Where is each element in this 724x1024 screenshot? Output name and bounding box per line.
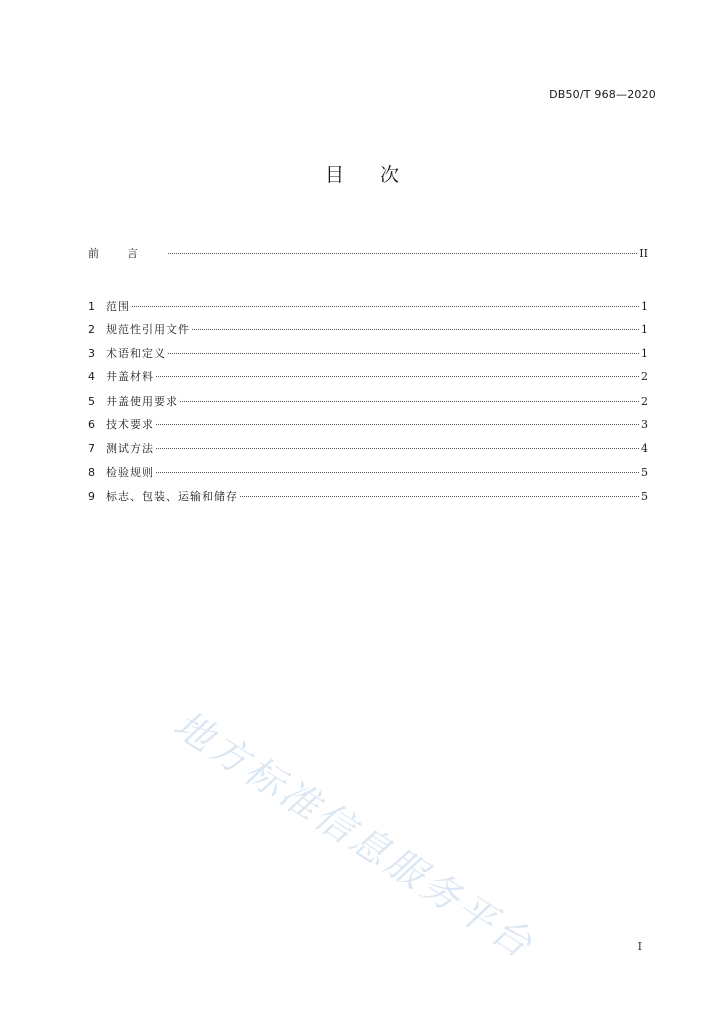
toc-leader-dots xyxy=(180,400,639,402)
toc-entry-3[interactable] xyxy=(88,346,648,362)
toc-entry-label: 测试方法 xyxy=(106,442,154,455)
toc-entry-page: 2 xyxy=(641,370,648,383)
toc-entry-6[interactable] xyxy=(88,417,648,433)
footer-page-number: I xyxy=(637,940,642,953)
toc-entry-label: 井盖使用要求 xyxy=(106,395,178,408)
watermark: 地方标准信息服务平台 xyxy=(166,701,543,968)
toc-entry-number: 1 xyxy=(88,300,95,313)
toc-entry-label: 前言 xyxy=(88,247,166,260)
toc-leader-dots xyxy=(132,305,639,307)
toc-entry-label: 规范性引用文件 xyxy=(106,323,190,336)
toc-entry-page: 1 xyxy=(641,323,648,336)
toc-entry-page: 5 xyxy=(641,466,648,479)
toc-entry-number: 8 xyxy=(88,466,95,479)
toc-entry-label: 术语和定义 xyxy=(106,347,166,360)
toc-entry-number: 4 xyxy=(88,370,95,383)
toc-leader-dots xyxy=(240,495,639,497)
toc-leader-dots xyxy=(192,328,639,330)
document-number: DB50/T 968—2020 xyxy=(549,88,656,101)
toc-entry-7[interactable] xyxy=(88,441,648,457)
toc-entry-number: 7 xyxy=(88,442,95,455)
toc-leader-dots xyxy=(156,447,639,449)
toc-entry-page: 1 xyxy=(641,300,648,313)
toc-leader-dots xyxy=(168,252,637,254)
toc-entry-5[interactable] xyxy=(88,394,648,410)
toc-entry-number: 3 xyxy=(88,347,95,360)
page-title: 目次 xyxy=(324,164,435,186)
toc-entry-4[interactable] xyxy=(88,369,648,385)
toc-entry-page: 1 xyxy=(641,347,648,360)
toc-entry-2[interactable] xyxy=(88,322,648,338)
toc-entry-page: 3 xyxy=(641,418,648,431)
toc-entry-9[interactable] xyxy=(88,489,648,505)
toc-entry-page: 5 xyxy=(641,490,648,503)
toc-entry-page: 2 xyxy=(641,395,648,408)
toc-entry-number: 9 xyxy=(88,490,95,503)
toc-entry-8[interactable] xyxy=(88,465,648,481)
toc-entry-1[interactable] xyxy=(88,299,648,315)
toc-entry-label: 范围 xyxy=(106,300,130,313)
toc-entry-label: 井盖材料 xyxy=(106,370,154,383)
toc-entry-label: 检验规则 xyxy=(106,466,154,479)
toc-leader-dots xyxy=(168,352,639,354)
toc-entry-number: 5 xyxy=(88,395,95,408)
toc-entry-number: 6 xyxy=(88,418,95,431)
toc-leader-dots xyxy=(156,375,639,377)
toc-entry-foreword[interactable] xyxy=(88,246,648,262)
toc-entry-page: II xyxy=(639,247,648,260)
toc-entry-page: 4 xyxy=(641,442,648,455)
toc-entry-label: 标志、包装、运输和储存 xyxy=(106,490,238,503)
toc-entry-label: 技术要求 xyxy=(106,418,154,431)
toc-entry-number: 2 xyxy=(88,323,95,336)
toc-leader-dots xyxy=(156,471,639,473)
toc-leader-dots xyxy=(156,423,639,425)
